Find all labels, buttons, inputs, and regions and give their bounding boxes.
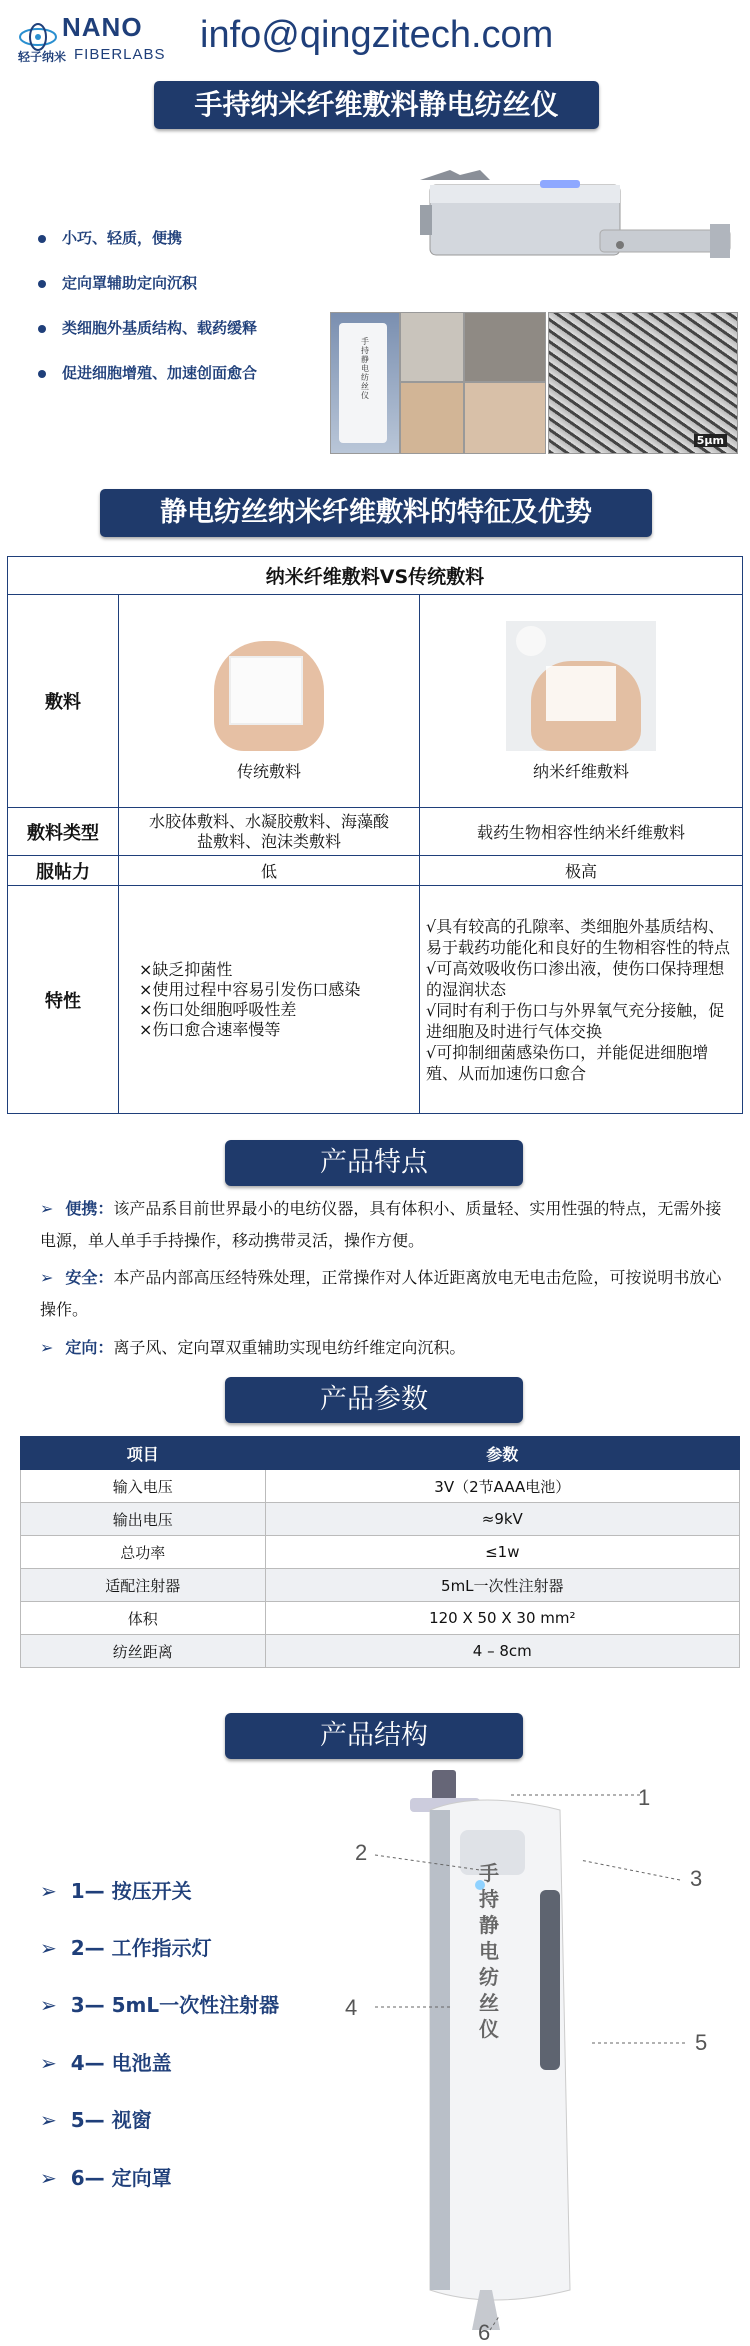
traditional-type: 水胶体敷料、水凝胶敷料、海藻酸盐敷料、泡沫类敷料 — [119, 808, 420, 856]
intro-bullet: 小巧、轻质，便携 — [38, 227, 182, 248]
arrow-icon: ➢ — [40, 1936, 57, 1960]
nano-fit: 极高 — [420, 856, 743, 886]
callout-6: 6 — [478, 2320, 491, 2345]
image-caption: 传统敷料 — [236, 761, 301, 781]
sem-scale-label: 5μm — [694, 434, 727, 447]
structure-item: ➢ 2— 工作指示灯 — [40, 1936, 212, 1960]
property-item: √同时有利于伤口与外界氧气充分接触，促进细胞及时进行气体交换 — [426, 1000, 725, 1041]
feature-item: ➢ 安全：本产品内部高压经特殊处理，正常操作对人体近距离放电无电击危险，可按说明书放心操作。 — [40, 1268, 722, 1319]
table-row: 输入电压 3V（2节AAA电池） — [21, 1470, 740, 1503]
table-row: 总功率 ≤1w — [21, 1536, 740, 1569]
device-photo — [330, 312, 400, 454]
callout-3: 3 — [690, 1866, 703, 1891]
traditional-dressing-cell — [119, 595, 420, 808]
traditional-fit: 低 — [119, 856, 420, 886]
row-label: 敷料 — [8, 595, 119, 808]
product-features-title: 产品特点 — [225, 1140, 523, 1186]
logo-fiberlabs: FIBERLABS — [74, 46, 166, 63]
hand-photo-2 — [464, 312, 546, 382]
traditional-properties — [119, 886, 420, 1114]
table-row: 纺丝距离 4 – 8cm — [21, 1635, 740, 1668]
intro-bullet: 类细胞外基质结构、载药缓释 — [38, 317, 257, 338]
bullet-dot-icon — [38, 235, 46, 243]
device-side-image — [400, 150, 740, 290]
product-params-title: 产品参数 — [225, 1377, 523, 1423]
callout-4: 4 — [345, 1995, 358, 2020]
nano-properties — [420, 886, 743, 1114]
comparison-table — [7, 556, 743, 1114]
feature-item: ➢ 定向：离子风、定向罩双重辅助实现电纺纤维定向沉积。 — [40, 1338, 466, 1357]
sem-fiber-image — [548, 312, 738, 454]
property-item: √具有较高的孔隙率、类细胞外基质结构、易于载药功能化和良好的生物相容性的特点 — [426, 916, 731, 957]
bullet-dot-icon — [38, 325, 46, 333]
structure-item: ➢ 6— 定向罩 — [40, 2166, 172, 2190]
property-item: ×使用过程中容易引发伤口感染 — [139, 979, 361, 999]
table-row: 输出电压 ≈9kV — [21, 1503, 740, 1536]
callout-2: 2 — [355, 1840, 368, 1865]
structure-item: ➢ 3— 5mL一次性注射器 — [40, 1993, 280, 2017]
property-item: ×缺乏抑菌性 — [139, 959, 233, 979]
device-photo-label: 手持静电纺丝仪 — [361, 337, 369, 400]
property-item: ×伤口愈合速率慢等 — [139, 1019, 281, 1039]
arrow-icon: ➢ — [40, 2166, 57, 2190]
table-row: 体积 120 X 50 X 30 mm² — [21, 1602, 740, 1635]
arrow-icon: ➢ — [40, 2051, 57, 2075]
logo-chinese: 轻子纳米 — [18, 50, 67, 64]
logo-text: NANO — [62, 12, 143, 42]
arrow-icon: ➢ — [40, 1338, 54, 1357]
arrow-icon: ➢ — [40, 1993, 57, 2017]
page-title: 手持纳米纤维敷料静电纺丝仪 — [154, 81, 599, 129]
bullet-dot-icon — [38, 370, 46, 378]
callout-5: 5 — [695, 2030, 708, 2055]
nano-dressing-cell — [420, 595, 743, 808]
property-item: √可抑制细菌感染伤口，并能促进细胞增殖、从而加速伤口愈合 — [426, 1042, 709, 1083]
property-item: √可高效吸收伤口渗出液，使伤口保持理想的湿润状态 — [426, 958, 725, 999]
hand-photo-4 — [464, 382, 546, 454]
image-caption: 纳米纤维敷料 — [532, 761, 629, 781]
structure-item: ➢ 4— 电池盖 — [40, 2051, 172, 2075]
structure-item: ➢ 5— 视窗 — [40, 2108, 152, 2132]
arrow-icon: ➢ — [40, 1879, 57, 1903]
row-label: 特性 — [8, 886, 119, 1114]
contact-email[interactable]: info@qingzitech.com — [200, 14, 554, 56]
product-structure-title: 产品结构 — [225, 1713, 523, 1759]
arrow-icon: ➢ — [40, 1199, 54, 1218]
row-label: 服帖力 — [8, 856, 119, 886]
callout-1: 1 — [638, 1785, 651, 1810]
params-header: 项目 — [21, 1437, 266, 1470]
bullet-dot-icon — [38, 280, 46, 288]
row-label: 敷料类型 — [8, 808, 119, 856]
device-vertical-text: 手持静电纺丝仪 — [479, 1861, 499, 2041]
structure-item: ➢ 1— 按压开关 — [40, 1879, 192, 1903]
params-table — [20, 1436, 740, 1668]
comparison-header: 纳米纤维敷料VS传统敷料 — [8, 557, 743, 595]
hand-photo-3 — [400, 382, 464, 454]
features-banner: 静电纺丝纳米纤维敷料的特征及优势 — [100, 489, 652, 537]
intro-bullet: 促进细胞增殖、加速创面愈合 — [38, 362, 257, 383]
params-header: 参数 — [265, 1437, 739, 1470]
arrow-icon: ➢ — [40, 2108, 57, 2132]
nano-dressing-image — [506, 621, 656, 751]
device-front-image — [340, 1770, 650, 2330]
nano-type: 载药生物相容性纳米纤维敷料 — [420, 808, 743, 856]
intro-bullet: 定向罩辅助定向沉积 — [38, 272, 197, 293]
traditional-dressing-image — [199, 621, 339, 751]
hand-photo-1 — [400, 312, 464, 382]
arrow-icon: ➢ — [40, 1268, 54, 1287]
property-item: ×伤口处细胞呼吸性差 — [139, 999, 297, 1019]
table-row: 适配注射器 5mL一次性注射器 — [21, 1569, 740, 1602]
feature-item: ➢ 便携：该产品系目前世界最小的电纺仪器，具有体积小、质量轻、实用性强的特点，无需外接电源，单人单手手持操作，移动携带灵活，操作方便。 — [40, 1199, 722, 1250]
